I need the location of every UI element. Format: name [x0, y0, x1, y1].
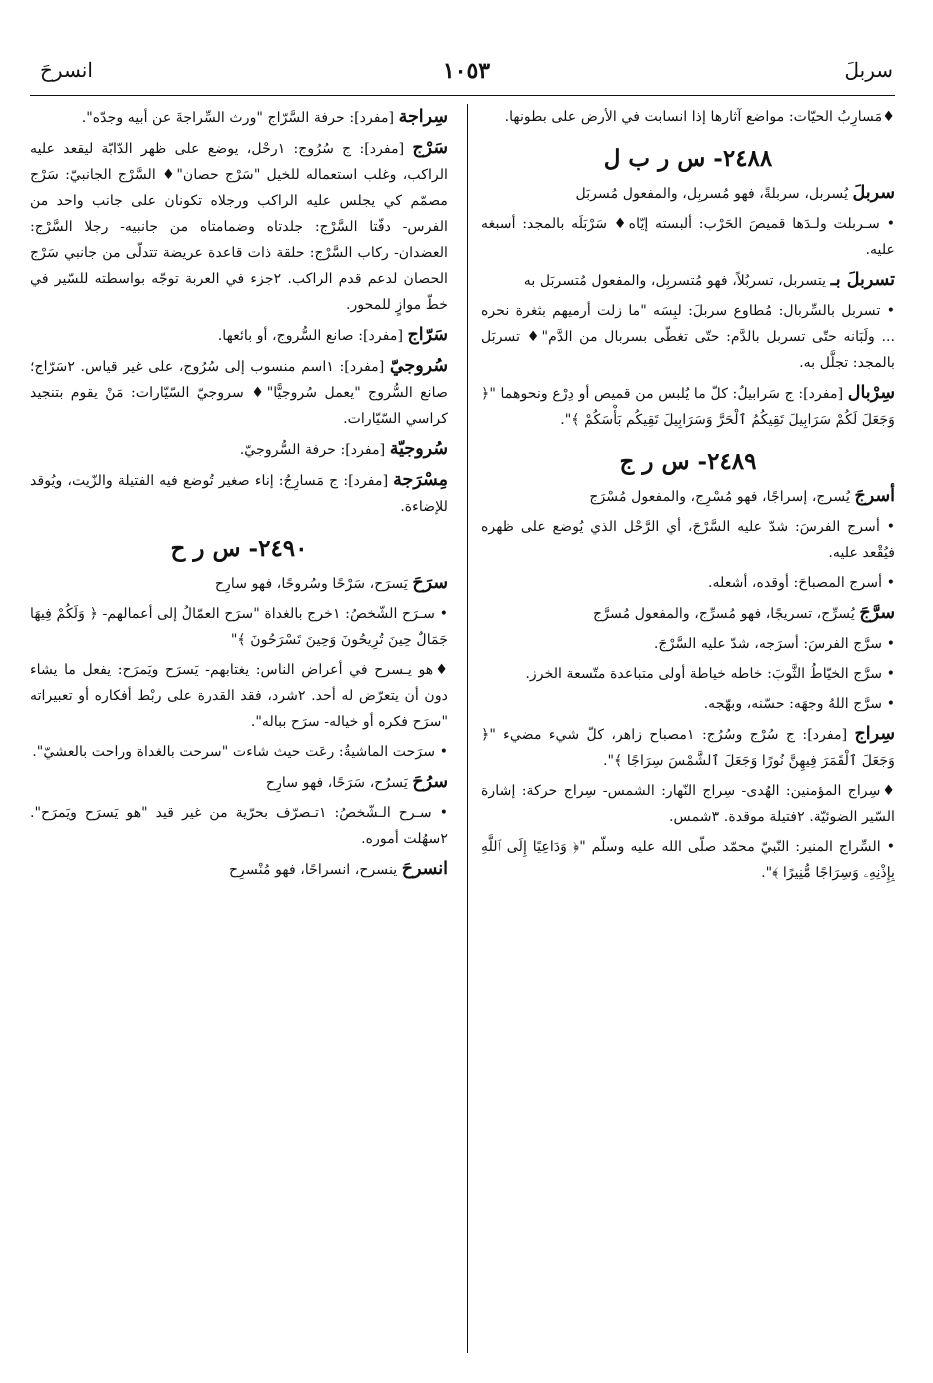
dictionary-entry [481, 180, 895, 207]
entry-headword: سربلَ [852, 183, 895, 203]
entry-headword: انسرحَ [401, 859, 448, 879]
entry-sense: • السِّراج المنير: النّبيّ محمّد صلّى الله عليه وسلّم "﴿ وَدَاعِيًا إِلَى ٱللَّهِ بِإِذْنِهِۦ وَسِرَاجًا مُّنِيرًا ﴾". [481, 839, 895, 881]
dictionary-entry [481, 483, 895, 510]
header-rule [30, 95, 895, 96]
header-guide-word-left: انسرحَ [40, 58, 93, 82]
page-header [40, 58, 893, 94]
entry-headword: سَرْج [412, 138, 448, 158]
dictionary-entry [481, 267, 895, 294]
entry-definition: [مفرد]: ج سُرْج وسُرُج: ١مصباح زاهر، كلّ شيء مضيء "﴿ وَجَعَلَ ٱلْقَمَرَ فِيهِنَّ نُورًا وَجَعَلَ ٱلشَّمْسَ سِرَاجًا ﴾". [481, 727, 895, 769]
entry-definition: [مفرد]: حرفة السَّرّاج "ورث السِّراجةَ عن أبيه وجدّه". [81, 110, 399, 126]
entry-headword: أسرجَ [854, 486, 895, 506]
entry-headword: سَرّاج [407, 325, 448, 345]
entry-sense: • تسربل بالسِّربال: مُطاوع سربلَ: لبِسَه "ما زلت أرميهم بثغرة نحره ... ولَبَانه حتّى تسربل بالدَّم: حتّى تغطّى بسربال من الدَّم"♦ تسربَل بالمجد: تجلَّل به. [481, 303, 895, 371]
dictionary-entry [30, 353, 448, 432]
entry-sense: • سرَّج الفرسَ: أسرَجه، شدّ عليه السَّرْجَ. [653, 636, 895, 652]
entry-definition: يَسرَح، سَرْحًا وسُروحًا، فهو سارِح [214, 576, 413, 592]
entry-headword: سرَحَ [412, 573, 448, 593]
dictionary-entry [30, 769, 448, 796]
entry-headword: سرُحَ [412, 772, 448, 792]
root-heading: ٢٤٩٠- س ر ح [170, 535, 308, 562]
dictionary-entry [481, 721, 895, 774]
root-heading: ٢٤٨٨- س ر ب ل [603, 145, 773, 172]
entry-sense: • سـرَح الشّخصُ: ١خرج بالغداة "سرَح العمّالُ إلى أعمالهم- ﴿ وَلَكُمْ فِيهَا جَمَالٌ حِينَ تُرِيحُونَ وَحِينَ تَسْرَحُونَ ﴾" [30, 606, 448, 648]
right-column [481, 104, 895, 1353]
dictionary-entry [30, 104, 448, 131]
entry-definition: يَسرُح، سَرَحًا، فهو سارِح [265, 775, 413, 791]
entry-sense: ♦سِراج المؤمنين: الهُدى- سِراج النّهار: الشمس- سِراج حركة: إشارة السّير الضوئيّة. ٢فتيلة موقدة. ٣شمس. [481, 783, 895, 825]
page-number: ١٠٥٣ [442, 58, 491, 84]
entry-definition: [مفرد]: صانع السُّروج، أو بائعها. [217, 328, 408, 344]
dictionary-entry [30, 322, 448, 349]
entry-definition: [مفرد]: ١اسم منسوب إلى سُرُوج، على غير قياس. ٢سَرّاج؛ صانع السُّروج "يعمل سُروجيًّا"♦ سروجيّ السّيّارات: مَنْ يقوم بتنجيد كراسي السّيّارات. [30, 359, 448, 427]
entry-sense: • أسرج الفرسَ: شدّ عليه السَّرْجَ، أي الرَّحْل الذي يُوضع على ظهره فيُقْعد عليه. [481, 519, 895, 561]
dictionary-entry [30, 570, 448, 597]
entry-headword: سِرْبال [847, 383, 895, 403]
dictionary-entry [30, 135, 448, 318]
entry-sense: • أسرج المصباحَ: أوقده، أشعله. [707, 575, 895, 591]
entry-sense: ♦مَسارِبُ الحيّات: مواضع آثارها إذا انسابت في الأرض على بطونها. [504, 109, 895, 125]
entry-definition: [مفرد]: ج مَسارِجُ: إناء صغير تُوضع فيه الفتيلة والزّيت، ويُوقد للإضاءة. [30, 473, 448, 515]
entry-sense: • سرَحت الماشيةُ: رعَت حيث شاءت "سرحت بالغداة وراحت بالعشيّ". [32, 744, 448, 760]
entry-definition: [مفرد]: ج سَرابيلُ: كلّ ما يُلبس من قميص أو دِرْع ونحوهما "﴿ وَجَعَلَ لَكُمْ سَرَابِيلَ تَقِيكُمُ ٱلْحَرَّ وَسَرَابِيلَ تَقِيكُم بَأْسَكُمْ ﴾". [481, 386, 895, 428]
dictionary-entry [481, 600, 895, 627]
entry-definition: يتسربل، تسربُلاً، فهو مُتسربِل، والمفعول مُتسربَل به [523, 273, 831, 289]
entry-headword: سُروجيّة [389, 439, 448, 459]
entry-sense: • سرَّج اللهُ وجهَه: حسّنه، وبهّجه. [703, 696, 895, 712]
entry-sense: • سـرح الـشّخصُ: ١تـصرّف بحرّية من غير قيد "هو يَسرَح ويَمرَح". ٢سهُلت أموره. [30, 805, 448, 847]
dictionary-entry [30, 436, 448, 463]
entry-headword: سِراج [854, 724, 895, 744]
entry-headword: سرَّجَ [859, 603, 895, 623]
dictionary-entry [30, 467, 448, 520]
root-heading: ٢٤٨٩- س ر ج [619, 448, 757, 475]
entry-sense: • سرَّج الخيّاطُ الثَّوبَ: خاطه خياطة أولى متباعدة متّسعة الخرز. [525, 666, 895, 682]
header-guide-word-right: سربلَ [844, 58, 893, 82]
dictionary-entry [30, 856, 448, 883]
entry-definition: يُسرج، إسراجًا، فهو مُسْرِج، والمفعول مُسْرَج [589, 489, 855, 505]
entry-definition: [مفرد]: حرفة السُّروجيّ. [239, 442, 390, 458]
column-divider [467, 104, 468, 1353]
entry-headword: تسربلَ بـ [830, 270, 895, 290]
entry-definition: يُسرِّج، تسريجًا، فهو مُسرِّج، والمفعول مُسرَّج [593, 606, 860, 622]
entry-headword: سُروجيّ [389, 356, 448, 376]
entry-sense: • سـربلت ولـدَها قميصَ الحَرْب: ألبسته إيّاه♦ سَرْبَلَه بالمجد: أسبغه عليه. [481, 216, 895, 258]
left-column [30, 104, 448, 1353]
entry-definition: [مفرد]: ج سُرُوج: ١رحْل، يوضع على ظهر الدّابّة ليقعد عليه الراكب، وغلب استعماله للخيل "سَرْج حصان"♦ السَّرْج الجانبيّ: سَرْج مصمّم كي يجلس عليه الراكب ورجلاه تكونان على جانب واحد من الفرس- دفّتا السَّرْج: جلدتاه وضمامتاه من جانبيه- رجلا السَّرْج: العضدان- ركاب السَّرْج: حلقة ذات قاعدة عريضة تتدلّى من جانبي سَرْج الحصان لدعم قدم الراكب. ٢جزء في العربة توجّه بواسطته للسّير في خطّ موازٍ للمحور. [30, 141, 448, 313]
entry-definition: يُسربل، سربلةً، فهو مُسربِل، والمفعول مُسربَل [575, 186, 853, 202]
entry-headword: مِسْرَجة [393, 470, 448, 490]
dictionary-entry [481, 380, 895, 433]
entry-definition: ينسرح، انسراحًا، فهو مُنْسرِح [229, 862, 402, 878]
entry-sense: ♦هو يـسرح في أعراض الناس: يغتابهم- يَسرَح ويَمرَح: يفعل ما يشاء دون أن يتعرّض له أحد. ٢شرد، فقد القدرة على ربْط أفكاره أو تعبيراته "سرَح فكره أو خياله- سرَح بباله". [30, 662, 448, 730]
entry-headword: سِراجة [398, 107, 448, 127]
